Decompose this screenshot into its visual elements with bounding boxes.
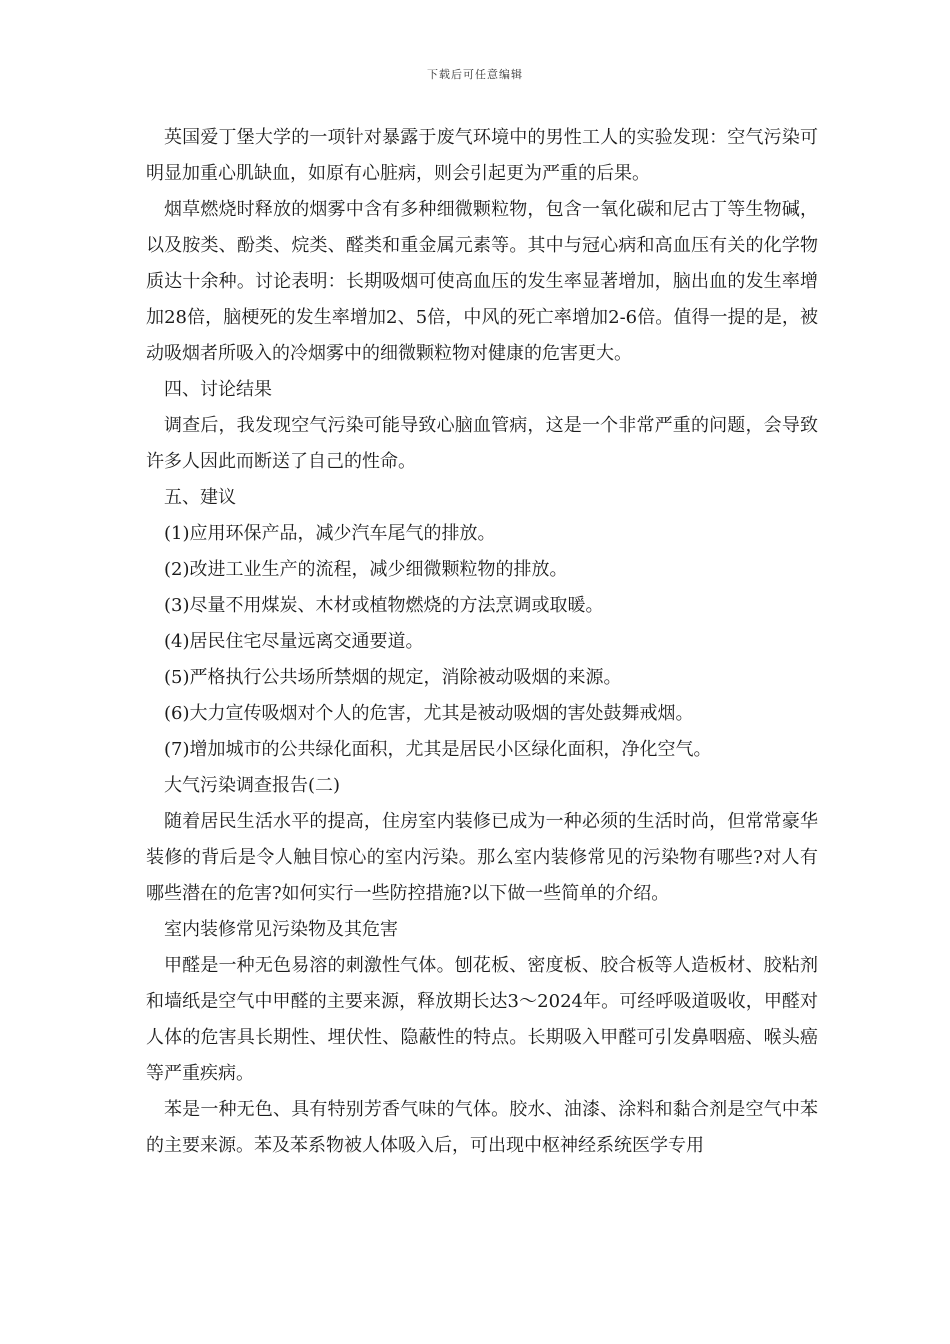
heading-indoor-pollutants: 室内装修常见污染物及其危害 (164, 919, 398, 940)
heading-report-two: 大气污染调查报告(二) (164, 775, 341, 796)
page-header: 下载后可任意编辑 (427, 68, 523, 81)
suggestion-item: (6)大力宣传吸烟对个人的危害，尤其是被动吸烟的害处鼓舞戒烟。 (164, 703, 694, 724)
suggestion-item: (3)尽量不用煤炭、木材或植物燃烧的方法烹调或取暖。 (164, 595, 604, 616)
suggestion-item: (7)增加城市的公共绿化面积，尤其是居民小区绿化面积，净化空气。 (164, 739, 712, 760)
paragraph-formaldehyde: 甲醛是一种无色易溶的刺激性气体。刨花板、密度板、胶合板等人造板材、胶粘剂和墙纸是空气中甲醛的主要来源，释放期长达3～2024年。可经呼吸道吸收，甲醛对人体的危害具长期性、埋伏性、隐蔽性的特点。长期吸入甲醛可引发鼻咽癌、喉头癌等严重疾病。 (146, 955, 818, 1084)
paragraph-tobacco-smoke: 烟草燃烧时释放的烟雾中含有多种细微颗粒物，包含一氧化碳和尼古丁等生物碱，以及胺类、酚类、烷类、醛类和重金属元素等。其中与冠心病和高血压有关的化学物质达十余种。讨论表明：长期吸烟可使高血压的发生率显著增加，脑出血的发生率增加28倍，脑梗死的发生率增加2、5倍，中风的死亡率增加2-6倍。值得一提的是，被动吸烟者所吸入的冷烟雾中的细微颗粒物对健康的危害更大。 (146, 199, 818, 364)
suggestion-item: (1)应用环保产品，减少汽车尾气的排放。 (164, 523, 496, 544)
suggestion-item: (2)改进工业生产的流程，减少细微颗粒物的排放。 (164, 559, 568, 580)
suggestion-item: (4)居民住宅尽量远离交通要道。 (164, 631, 424, 652)
heading-suggestions: 五、建议 (164, 487, 236, 508)
suggestion-item: (5)严格执行公共场所禁烟的规定，消除被动吸烟的来源。 (164, 667, 622, 688)
paragraph-indoor-decoration-intro: 随着居民生活水平的提高，住房室内装修已成为一种必须的生活时尚，但常常豪华装修的背后是令人触目惊心的室内污染。那么室内装修常见的污染物有哪些?对人有哪些潜在的危害?如何实行一些防控措施?以下做一些简单的介绍。 (146, 811, 818, 904)
heading-discussion-results: 四、讨论结果 (164, 379, 272, 400)
paragraph-benzene: 苯是一种无色、具有特别芳香气味的气体。胶水、油漆、涂料和黏合剂是空气中苯的主要来源。苯及苯系物被人体吸入后，可出现中枢神经系统医学专用 (146, 1099, 818, 1156)
paragraph-air-pollution-study: 英国爱丁堡大学的一项针对暴露于废气环境中的男性工人的实验发现：空气污染可明显加重心肌缺血，如原有心脏病，则会引起更为严重的后果。 (146, 127, 818, 184)
document-body (146, 120, 818, 1164)
paragraph-investigation-conclusion: 调查后，我发现空气污染可能导致心脑血管病，这是一个非常严重的问题，会导致许多人因此而断送了自己的性命。 (146, 415, 818, 472)
